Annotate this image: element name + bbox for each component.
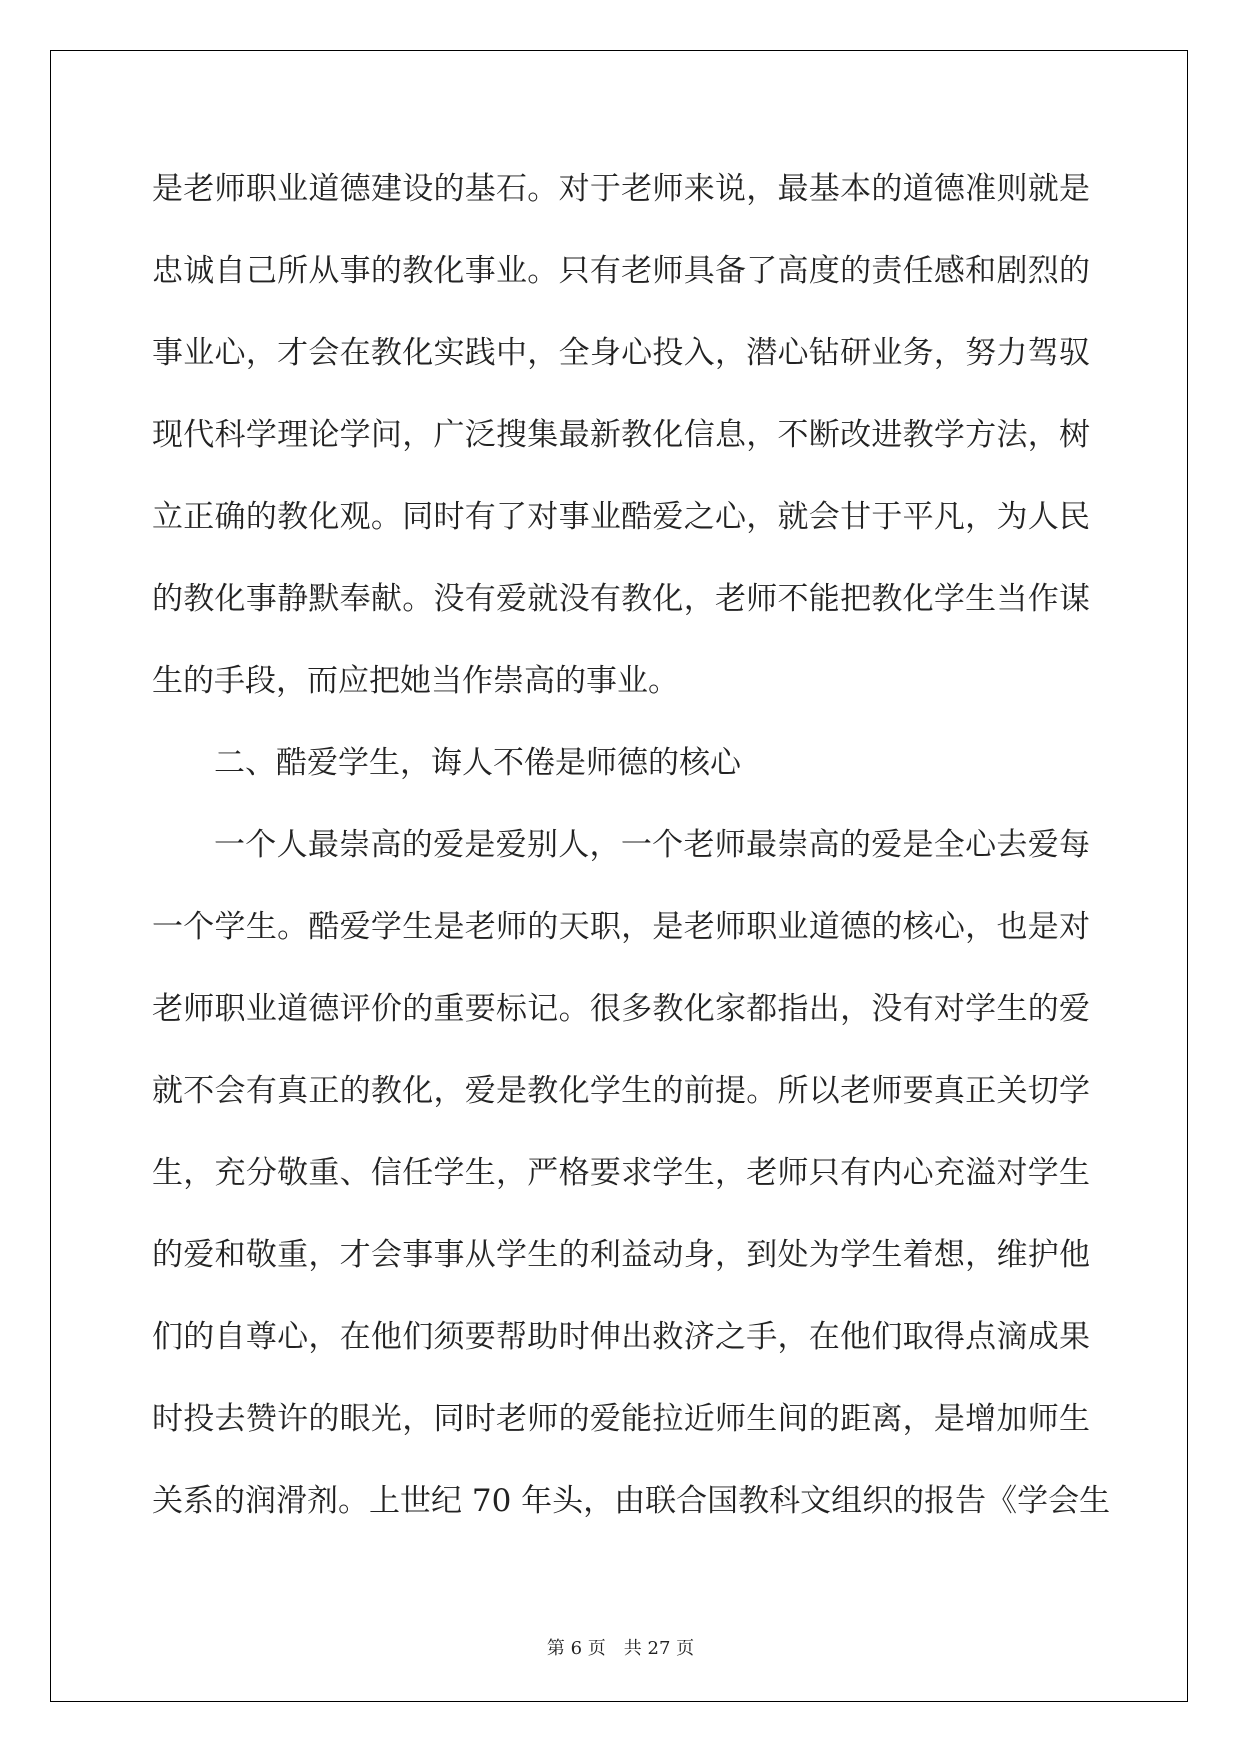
body-line: 是老师职业道德建设的基石。对于老师来说，最基本的道德准则就是 bbox=[152, 171, 1090, 207]
body-line: 一个学生。酷爱学生是老师的天职，是老师职业道德的核心，也是对 bbox=[152, 909, 1090, 945]
body-line: 老师职业道德评价的重要标记。很多教化家都指出，没有对学生的爱 bbox=[152, 991, 1090, 1027]
body-line: 们的自尊心，在他们须要帮助时伸出救济之手，在他们取得点滴成果 bbox=[152, 1319, 1090, 1355]
page-footer bbox=[0, 1634, 1241, 1660]
section-heading: 二、酷爱学生，诲人不倦是师德的核心 bbox=[214, 745, 741, 781]
body-line: 关系的润滑剂。上世纪 70 年头，由联合国教科文组织的报告《学会生 bbox=[152, 1483, 1111, 1519]
current-page-number: 第 6 页 bbox=[546, 1638, 606, 1659]
body-line: 忠诚自己所从事的教化事业。只有老师具备了高度的责任感和剧烈的 bbox=[152, 253, 1090, 289]
body-line: 时投去赞许的眼光，同时老师的爱能拉近师生间的距离，是增加师生 bbox=[152, 1401, 1090, 1437]
body-line: 就不会有真正的教化，爱是教化学生的前提。所以老师要真正关切学 bbox=[152, 1073, 1090, 1109]
body-line: 立正确的教化观。同时有了对事业酷爱之心，就会甘于平凡，为人民 bbox=[152, 499, 1090, 535]
body-line: 生，充分敬重、信任学生，严格要求学生，老师只有内心充溢对学生 bbox=[152, 1155, 1090, 1191]
document-body bbox=[152, 161, 1111, 1555]
total-page-count: 共 27 页 bbox=[623, 1638, 695, 1659]
body-line: 生的手段，而应把她当作崇高的事业。 bbox=[152, 663, 679, 699]
body-line: 一个人最崇高的爱是爱别人，一个老师最崇高的爱是全心去爱每 bbox=[214, 827, 1090, 863]
body-line: 现代科学理论学问，广泛搜集最新教化信息，不断改进教学方法，树 bbox=[152, 417, 1090, 453]
body-line: 的教化事静默奉献。没有爱就没有教化，老师不能把教化学生当作谋 bbox=[152, 581, 1090, 617]
body-line: 事业心，才会在教化实践中，全身心投入，潜心钻研业务，努力驾驭 bbox=[152, 335, 1090, 371]
body-line: 的爱和敬重，才会事事从学生的利益动身，到处为学生着想，维护他 bbox=[152, 1237, 1090, 1273]
